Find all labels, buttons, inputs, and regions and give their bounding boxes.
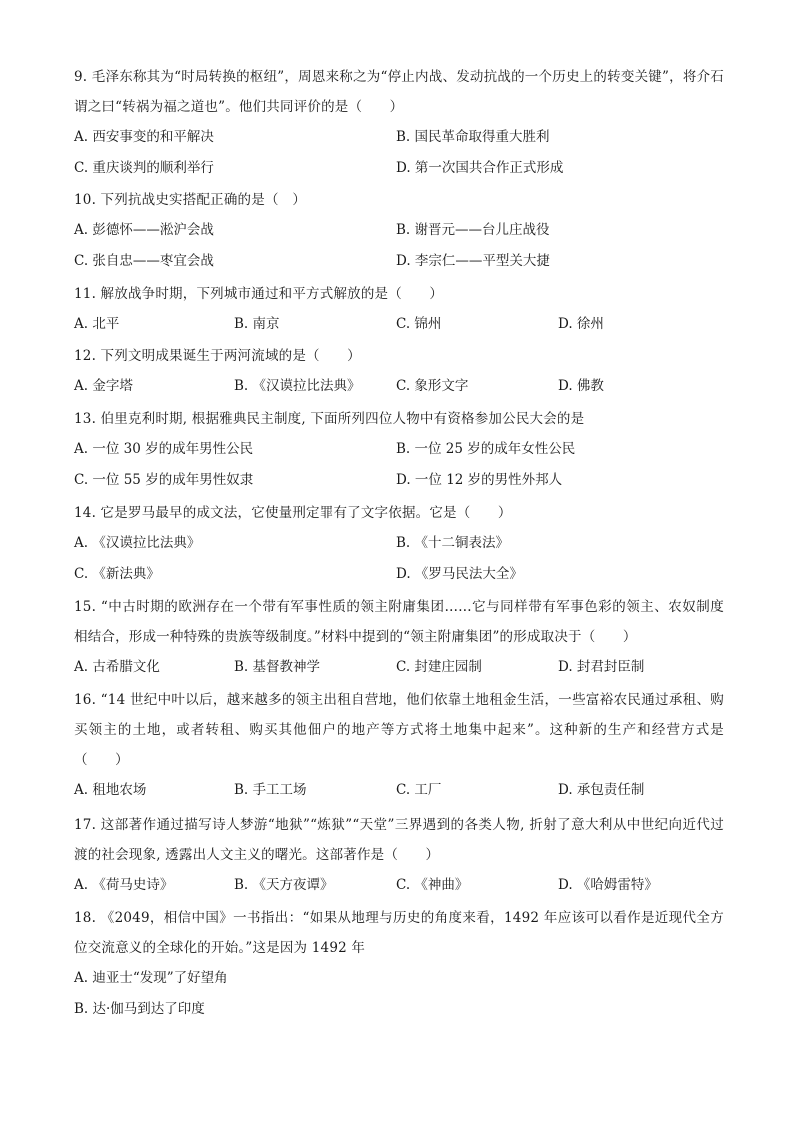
option-c: C. 工厂 [396, 782, 442, 798]
option-b: B. 《汉谟拉比法典》 [234, 378, 361, 394]
question-stem: 15. “中古时期的欧洲存在一个带有军事性质的领主附庸集团……它与同样带有军事色彩的领主、农奴制度相结合，形成一种特殊的贵族等级制度。”材料中提到的“领主附庸集团”的形成取决于（ ） [74, 599, 724, 645]
option-d: D. 《哈姆雷特》 [558, 877, 658, 893]
question-14 [74, 498, 724, 590]
question-9 [74, 62, 724, 184]
question-12 [74, 341, 724, 402]
options-row [74, 153, 724, 184]
option-b: B. 《天方夜谭》 [234, 877, 334, 893]
option-a: A. 金字塔 [74, 378, 133, 394]
option-c: C. 《新法典》 [74, 566, 160, 582]
option-c: C. 象形文字 [396, 378, 469, 394]
question-11 [74, 279, 724, 340]
question-18 [74, 903, 724, 1025]
option-d: D. 第一次国共合作正式形成 [396, 160, 564, 176]
option-a: A. 租地农场 [74, 782, 147, 798]
option-d: D. 李宗仁——平型关大捷 [396, 253, 550, 269]
option-c: C. 重庆谈判的顺利举行 [74, 160, 214, 176]
options-row [74, 652, 724, 683]
question-stem: 11. 解放战争时期，下列城市通过和平方式解放的是（ ） [74, 286, 444, 302]
question-stem: 9. 毛泽东称其为“时局转换的枢纽”，周恩来称之为“停止内战、发动抗战的一个历史上的转变关键”，将介石谓之曰“转祸为福之道也”。他们共同评价的是（ ） [74, 69, 724, 115]
options-row [74, 775, 724, 806]
question-stem: 12. 下列文明成果诞生于两河流域的是（ ） [74, 348, 361, 364]
option-b: B. 基督教神学 [234, 659, 321, 675]
option-b: B. 手工工场 [234, 782, 307, 798]
option-c: C. 《神曲》 [396, 877, 469, 893]
question-13 [74, 404, 724, 496]
options-row [74, 122, 724, 153]
option-c: C. 张自忠——枣宜会战 [74, 253, 214, 269]
option-b: B. 一位 25 岁的成年女性公民 [396, 441, 576, 457]
options-row [74, 528, 724, 559]
options-row [74, 309, 724, 340]
options-row [74, 371, 724, 402]
options-row [74, 559, 724, 590]
option-c: C. 一位 55 岁的成年男性奴隶 [74, 472, 254, 488]
option-b: B. 《十二铜表法》 [396, 535, 510, 551]
option-a: A. 一位 30 岁的成年男性公民 [74, 441, 254, 457]
question-10 [74, 185, 724, 277]
option-d: D. 封君封臣制 [558, 659, 645, 675]
options-row [74, 215, 724, 246]
option-b: B. 南京 [234, 316, 280, 332]
option-a: A. 迪亚士“发现”了好望角 [74, 970, 228, 986]
options-row [74, 465, 724, 496]
options-row [74, 870, 724, 901]
option-c: C. 锦州 [396, 316, 442, 332]
options-row [74, 246, 724, 277]
option-b: B. 达·伽马到达了印度 [74, 1001, 205, 1017]
option-d: D. 《罗马民法大全》 [396, 566, 523, 582]
option-a: A. 《荷马史诗》 [74, 877, 174, 893]
option-d: D. 佛教 [558, 378, 604, 394]
option-a: A. 彭德怀——淞沪会战 [74, 222, 214, 238]
option-d: D. 徐州 [558, 316, 604, 332]
question-stem: 16. “14 世纪中叶以后，越来越多的领主出租自营地，他们依靠土地租金生活，一些富裕农民通过承租、购买领主的土地，或者转租、购买其他佃户的地产等方式将土地集中起来”。这种新的生产和经营方式是（ ） [74, 692, 724, 768]
option-c: C. 封建庄园制 [396, 659, 482, 675]
question-stem: 18. 《2049，相信中国》一书指出：“如果从地理与历史的角度来看，1492 年应该可以看作是近现代全方位交流意义的全球化的开始。”这是因为 1492 年 [74, 910, 724, 956]
option-a: A. 《汉谟拉比法典》 [74, 535, 201, 551]
question-17 [74, 810, 724, 901]
option-a: A. 北平 [74, 316, 120, 332]
options-row [74, 434, 724, 465]
option-a: A. 古希腊文化 [74, 659, 160, 675]
question-stem: 14. 它是罗马最早的成文法，它使量刑定罪有了文字依据。它是（ ） [74, 505, 512, 521]
question-stem: 13. 伯里克利时期, 根据雅典民主制度, 下面所列四位人物中有资格参加公民大会的是 [74, 411, 585, 427]
option-d: D. 承包责任制 [558, 782, 645, 798]
question-15 [74, 592, 724, 683]
option-b: B. 谢晋元——台儿庄战役 [396, 222, 550, 238]
option-d: D. 一位 12 岁的男性外邦人 [396, 472, 563, 488]
question-stem: 10. 下列抗战史实搭配正确的是（ ） [74, 192, 307, 208]
question-stem: 17. 这部著作通过描写诗人梦游“地狱”“炼狱”“天堂”三界遇到的各类人物, 折射了意大利从中世纪向近代过渡的社会现象, 透露出人文主义的曙光。这部著作是（ ） [74, 817, 724, 863]
question-16 [74, 685, 724, 806]
option-b: B. 国民革命取得重大胜利 [396, 129, 550, 145]
option-a: A. 西安事变的和平解决 [74, 129, 214, 145]
